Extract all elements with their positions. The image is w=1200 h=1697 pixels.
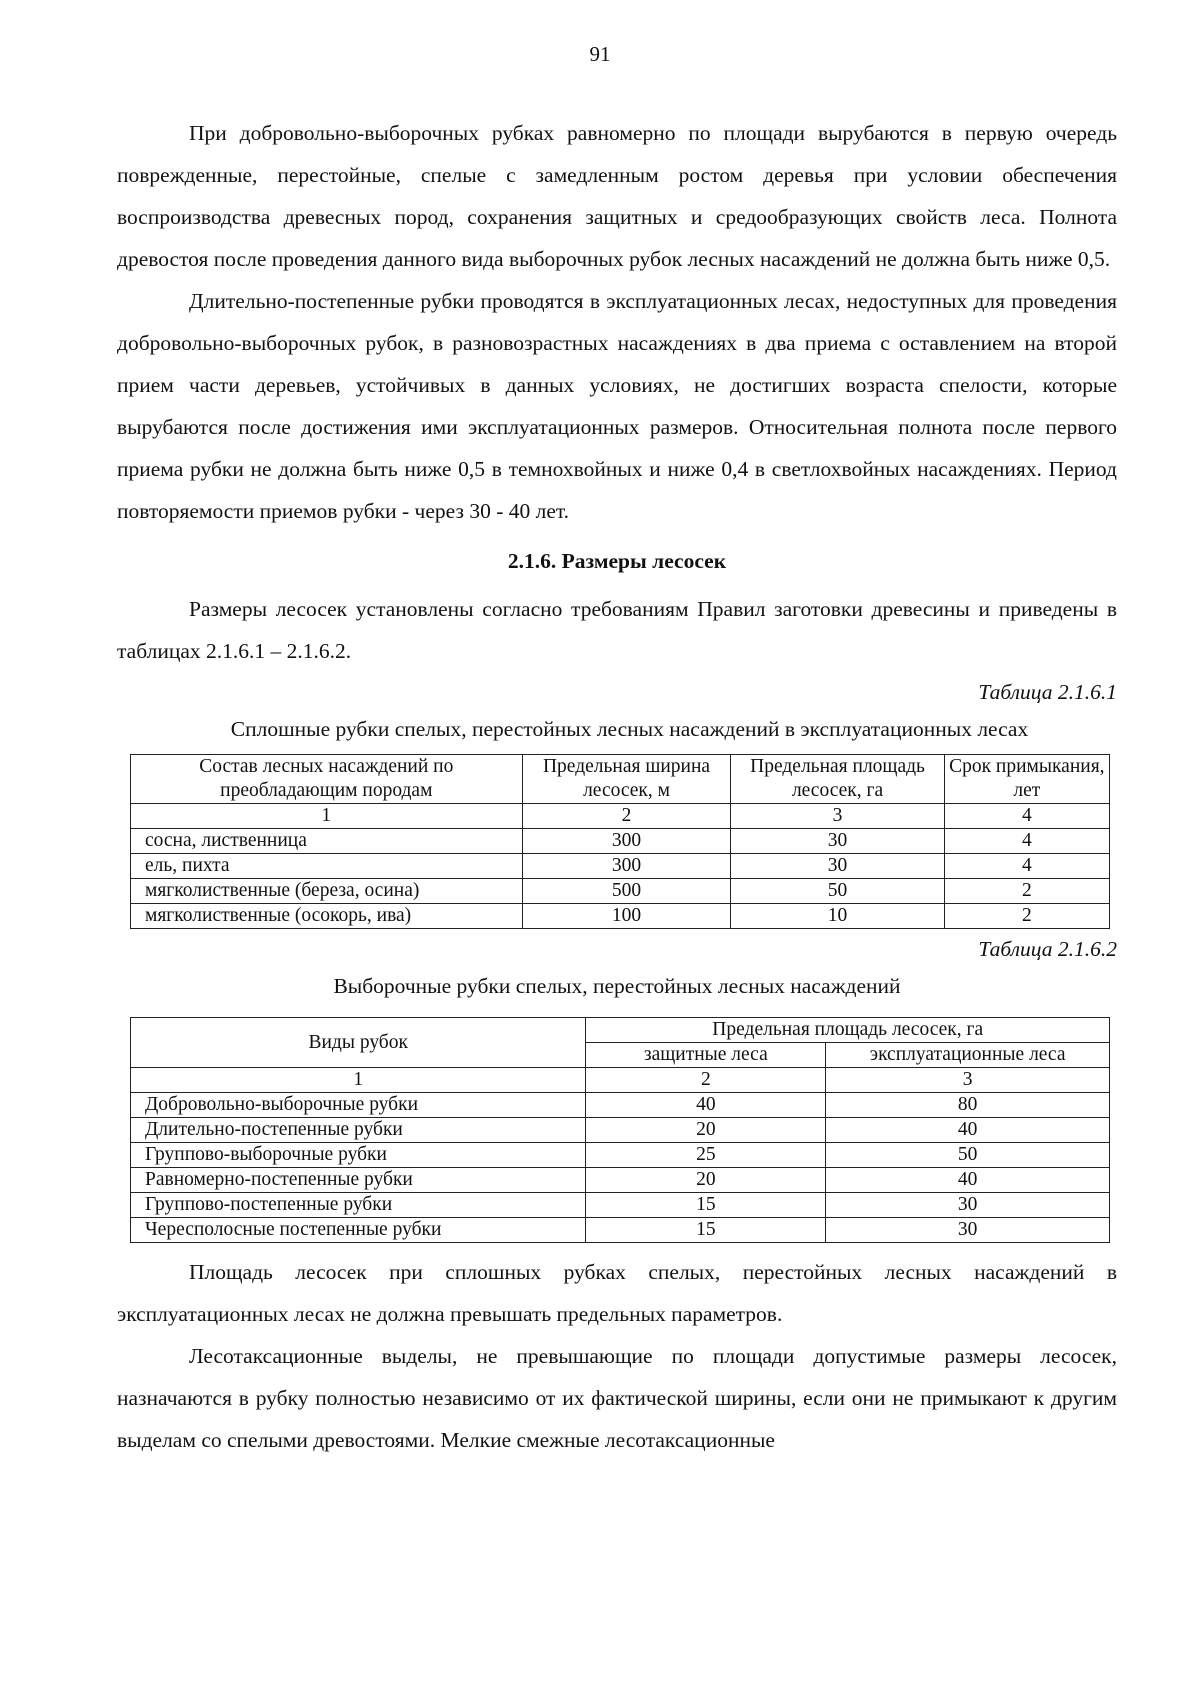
- table-header-cell: Виды рубок: [131, 1018, 586, 1068]
- clearcut-table: [130, 754, 1110, 929]
- document-body: [117, 112, 1117, 1461]
- table-cell: 20: [586, 1118, 826, 1143]
- table-cell: ель, пихта: [131, 854, 523, 879]
- table-header-cell: Срок примыкания, лет: [944, 755, 1109, 804]
- table-cell: 100: [522, 904, 731, 929]
- paragraph: При добровольно-выборочных рубках равномерно по площади вырубаются в первую очередь поврежденные, перестойные, спелые с замедленным ростом деревья при условии обеспечения воспроизводства древесных пород, сохранения защитных и средообразующих свойств леса. Полнота древостоя после проведения данного вида выборочных рубок лесных насаждений не должна быть ниже 0,5.: [117, 121, 1117, 271]
- table-cell: Группово-постепенные рубки: [131, 1193, 586, 1218]
- table-cell: мягколиственные (осокорь, ива): [131, 904, 523, 929]
- table-cell: 2: [586, 1068, 826, 1093]
- table-cell: Равномерно-постепенные рубки: [131, 1168, 586, 1193]
- section-heading: 2.1.6. Размеры лесосек: [507, 549, 727, 573]
- table-cell: мягколиственные (береза, осина): [131, 879, 523, 904]
- table-cell: 25: [586, 1143, 826, 1168]
- table-cell: 15: [586, 1218, 826, 1243]
- table-cell: 40: [826, 1168, 1110, 1193]
- table-cell: 30: [731, 829, 944, 854]
- table-header-cell: эксплуатационные леса: [826, 1043, 1110, 1068]
- table-header-row: [131, 755, 1110, 804]
- table-row: [131, 1168, 1110, 1193]
- table-header-cell: Предельная площадь лесосек, га: [731, 755, 944, 804]
- table-cell: 3: [826, 1068, 1110, 1093]
- table-cell: Группово-выборочные рубки: [131, 1143, 586, 1168]
- table-cell: 30: [731, 854, 944, 879]
- table-cell: Длительно-постепенные рубки: [131, 1118, 586, 1143]
- table-header-cell: Предельная площадь лесосек, га: [586, 1018, 1110, 1043]
- table-header-cell: защитные леса: [586, 1043, 826, 1068]
- table-row: [131, 854, 1110, 879]
- table-row: [131, 1118, 1110, 1143]
- table-row: [131, 1093, 1110, 1118]
- table-cell: 4: [944, 829, 1109, 854]
- table-cell: 50: [731, 879, 944, 904]
- table-cell: 10: [731, 904, 944, 929]
- table-cell: 2: [944, 879, 1109, 904]
- table-header-row: [131, 1018, 1110, 1043]
- table-cell: сосна, лиственница: [131, 829, 523, 854]
- table-number: Таблица 2.1.6.2: [978, 937, 1117, 961]
- table-cell: 500: [522, 879, 731, 904]
- table-row: [131, 904, 1110, 929]
- table-cell: 1: [131, 804, 523, 829]
- table-cell: 300: [522, 829, 731, 854]
- table-cell: 3: [731, 804, 944, 829]
- table-cell: Добровольно-выборочные рубки: [131, 1093, 586, 1118]
- table-row: [131, 829, 1110, 854]
- selective-cut-table: [130, 1017, 1110, 1243]
- table-cell: 40: [826, 1118, 1110, 1143]
- table-caption: Выборочные рубки спелых, перестойных лесных насаждений: [333, 974, 901, 998]
- table-cell: 2: [522, 804, 731, 829]
- table-cell: 20: [586, 1168, 826, 1193]
- table-cell: 80: [826, 1093, 1110, 1118]
- table-caption: Сплошные рубки спелых, перестойных лесных насаждений в эксплуатационных лесах: [230, 717, 1029, 741]
- table-header-cell: Предельная ширина лесосек, м: [522, 755, 731, 804]
- table-cell: 30: [826, 1193, 1110, 1218]
- table-index-row: [131, 1068, 1110, 1093]
- paragraph: Размеры лесосек установлены согласно требованиям Правил заготовки древесины и приведены в таблицах 2.1.6.1 – 2.1.6.2.: [117, 597, 1117, 663]
- table-cell: 50: [826, 1143, 1110, 1168]
- table-cell: 300: [522, 854, 731, 879]
- paragraph: Лесотаксационные выделы, не превышающие по площади допустимые размеры лесосек, назначаются в рубку полностью независимо от их фактической ширины, если они не примыкают к другим выделам со спелыми древостоями. Мелкие смежные лесотаксационные: [117, 1344, 1117, 1452]
- table-row: [131, 1193, 1110, 1218]
- table-cell: 2: [944, 904, 1109, 929]
- table-index-row: [131, 804, 1110, 829]
- table-row: [131, 1218, 1110, 1243]
- table-cell: 1: [131, 1068, 586, 1093]
- table-cell: 4: [944, 854, 1109, 879]
- page-number: 91: [589, 42, 611, 66]
- table-cell: Чересполосные постепенные рубки: [131, 1218, 586, 1243]
- table-header-cell: Состав лесных насаждений по преобладающим породам: [131, 755, 523, 804]
- table-row: [131, 1143, 1110, 1168]
- table-number: Таблица 2.1.6.1: [978, 680, 1117, 704]
- table-cell: 30: [826, 1218, 1110, 1243]
- table-row: [131, 879, 1110, 904]
- paragraph: Длительно-постепенные рубки проводятся в эксплуатационных лесах, недоступных для проведения добровольно-выборочных рубок, в разновозрастных насаждениях в два приема с оставлением на второй прием части деревьев, устойчивых в данных условиях, не достигших возраста спелости, которые вырубаются после достижения ими эксплуатационных размеров. Относительная полнота после первого приема рубки не должна быть ниже 0,5 в темнохвойных и ниже 0,4 в светлохвойных насаждениях. Период повторяемости приемов рубки - через 30 - 40 лет.: [117, 289, 1117, 523]
- table-cell: 15: [586, 1193, 826, 1218]
- table-cell: 4: [944, 804, 1109, 829]
- table-cell: 40: [586, 1093, 826, 1118]
- paragraph: Площадь лесосек при сплошных рубках спелых, перестойных лесных насаждений в эксплуатационных лесах не должна превышать предельных параметров.: [117, 1260, 1117, 1326]
